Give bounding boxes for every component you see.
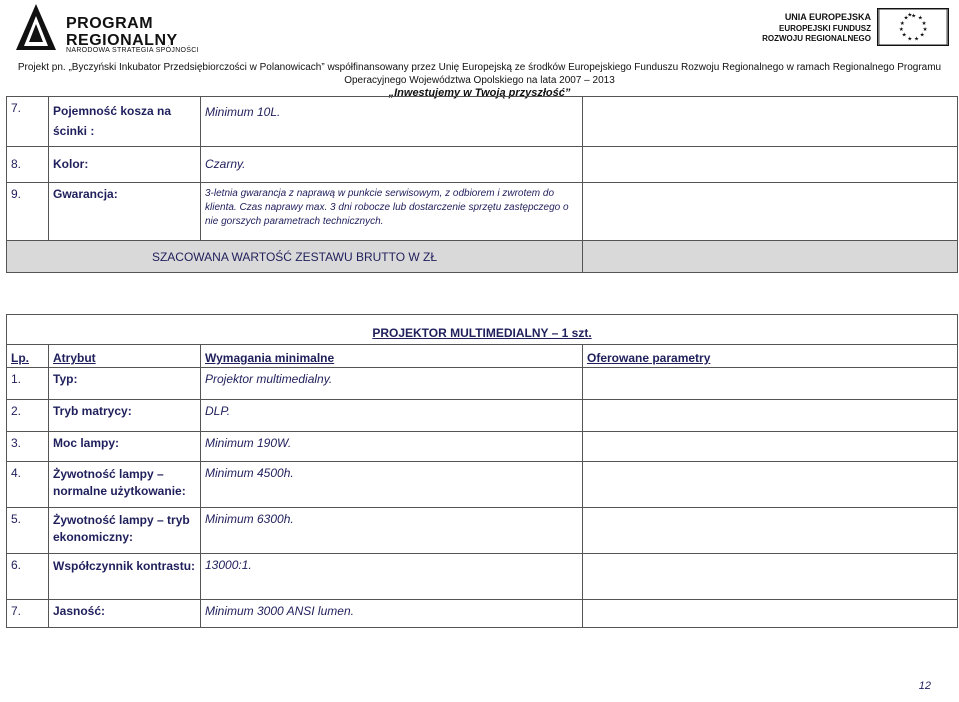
row-number: 3. — [7, 432, 49, 462]
table-row — [7, 97, 958, 147]
requirement-cell: Minimum 10L. — [201, 97, 583, 147]
row-number: 1. — [7, 368, 49, 400]
projector-requirements-table — [6, 314, 958, 628]
svg-text:★: ★ — [917, 15, 923, 22]
row-number: 6. — [7, 554, 49, 600]
svg-text:★: ★ — [907, 36, 913, 43]
offer-cell[interactable] — [583, 183, 958, 241]
motto: „Inwestujemy w Twoją przyszłość” — [388, 87, 571, 99]
table-row — [7, 432, 958, 462]
table-row — [7, 368, 958, 400]
logo-text-nss: NARODOWA STRATEGIA SPÓJNOŚCI — [66, 47, 199, 54]
table-title: PROJEKTOR MULTIMEDIALNY – 1 szt. — [372, 326, 592, 340]
offer-cell[interactable] — [583, 400, 958, 432]
program-regionalny-logo — [14, 2, 204, 52]
summary-row — [7, 241, 958, 273]
attribute-cell: Typ: — [49, 368, 201, 400]
header-offered: Oferowane parametry — [587, 351, 711, 365]
svg-text:★: ★ — [907, 12, 913, 19]
svg-text:★: ★ — [921, 21, 927, 28]
header-attribute: Atrybut — [53, 351, 96, 365]
table-row — [7, 508, 958, 554]
attribute-cell: Współczynnik kontrastu: — [49, 554, 201, 600]
offer-cell[interactable] — [583, 432, 958, 462]
table-row — [7, 554, 958, 600]
eu-flag-icon — [877, 8, 949, 46]
offer-cell[interactable] — [583, 600, 958, 628]
attribute-cell: Moc lampy: — [49, 432, 201, 462]
svg-text:★: ★ — [901, 32, 907, 39]
svg-text:★: ★ — [922, 26, 928, 33]
offer-cell[interactable] — [583, 97, 958, 147]
attribute-cell: Kolor: — [49, 147, 201, 183]
requirement-cell: 13000:1. — [201, 554, 583, 600]
eu-text-1: UNIA EUROPEJSKA — [784, 12, 871, 22]
nss-logo-icon — [14, 2, 58, 52]
requirement-cell: Minimum 6300h. — [201, 508, 583, 554]
requirement-cell: Minimum 3000 ANSI lumen. — [201, 600, 583, 628]
page-number: 12 — [918, 680, 931, 692]
attribute-cell: Jasność: — [49, 600, 201, 628]
table-title-row — [7, 315, 958, 345]
row-number: 9. — [7, 183, 49, 241]
row-number: 7. — [7, 600, 49, 628]
svg-text:★: ★ — [903, 15, 909, 22]
requirement-cell: Czarny. — [201, 147, 583, 183]
row-number: 8. — [7, 147, 49, 183]
eu-text-2: EUROPEJSKI FUNDUSZ — [778, 24, 871, 33]
header-lp: Lp. — [11, 351, 29, 365]
attribute-cell: Gwarancja: — [49, 183, 201, 241]
svg-text:★: ★ — [898, 26, 904, 33]
row-number: 5. — [7, 508, 49, 554]
attribute-cell: Żywotność lampy – tryb ekonomiczny: — [49, 508, 201, 554]
requirement-cell: Minimum 4500h. — [201, 462, 583, 508]
logo-text-regionalny: REGIONALNY — [66, 32, 178, 49]
table-row — [7, 462, 958, 508]
header-requirements: Wymagania minimalne — [205, 351, 335, 365]
attribute-cell: Żywotność lampy – normalne użytkowanie: — [49, 462, 201, 508]
header-row — [7, 345, 958, 368]
requirement-cell: Minimum 190W. — [201, 432, 583, 462]
eu-logo — [709, 8, 949, 48]
table-row — [7, 183, 958, 241]
svg-text:★: ★ — [911, 13, 917, 20]
row-number: 7. — [7, 97, 49, 147]
logo-text-program: PROGRAM — [66, 15, 154, 32]
project-title-line1: Projekt pn. „Byczyński Inkubator Przedsiębiorczości w Polanowicach” współfinansowany przez Unię Europejską ze środków Europejskiego Funduszu Rozwoju Regionalnego w ramach Regionalnego Programu — [17, 62, 942, 73]
svg-text:★: ★ — [899, 21, 905, 28]
requirements-table-1 — [6, 96, 958, 273]
table-row — [7, 600, 958, 628]
svg-text:★: ★ — [919, 32, 925, 39]
table-row — [7, 400, 958, 432]
project-title-line2: Operacyjnego Województwa Opolskiego na lata 2007 – 2013 — [344, 75, 615, 86]
summary-value-cell[interactable] — [583, 241, 958, 273]
row-number: 2. — [7, 400, 49, 432]
offer-cell[interactable] — [583, 462, 958, 508]
offer-cell[interactable] — [583, 508, 958, 554]
offer-cell[interactable] — [583, 147, 958, 183]
row-number: 4. — [7, 462, 49, 508]
attribute-cell: Tryb matrycy: — [49, 400, 201, 432]
svg-text:★: ★ — [913, 36, 920, 43]
offer-cell[interactable] — [583, 554, 958, 600]
summary-label: SZACOWANA WARTOŚĆ ZESTAWU BRUTTO W ZŁ — [7, 241, 583, 273]
offer-cell[interactable] — [583, 368, 958, 400]
requirement-cell: DLP. — [201, 400, 583, 432]
eu-text-3: ROZWOJU REGIONALNEGO — [762, 34, 871, 43]
requirement-cell: 3-letnia gwarancja z naprawą w punkcie serwisowym, z odbiorem i zwrotem do klienta. Czas naprawy max. 3 dni robocze lub dostarczenie sprzętu zastępczego o nie gorszych parametrach technicznych. — [201, 183, 583, 241]
attribute-cell: Pojemność kosza na ścinki : — [49, 97, 201, 147]
table-row — [7, 147, 958, 183]
requirement-cell: Projektor multimedialny. — [201, 368, 583, 400]
